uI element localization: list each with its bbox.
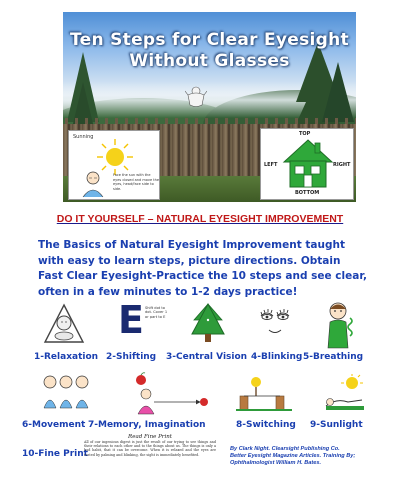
step-6-label: 6-Movement <box>22 420 86 430</box>
switching-icon <box>236 372 292 414</box>
credits-line1: By Clark Night. Clearsight Publishing Co. <box>230 446 340 452</box>
shifting-note: Shift dot to dot. Cover 1 or part to E <box>145 306 168 319</box>
credits <box>230 446 390 467</box>
cover-title-line2: Without Glasses <box>129 51 290 71</box>
house-label-top: TOP <box>299 131 311 137</box>
shifting-letter-e: E <box>118 298 144 342</box>
house-label-bottom: BOTTOM <box>295 190 320 196</box>
step-2-label: 2-Shifting <box>106 352 157 362</box>
credits-line2: Better Eyesight Magazine Articles. Training By; <box>230 453 356 459</box>
house-label-right: RIGHT <box>333 162 351 168</box>
movement-icon <box>38 372 92 412</box>
breathing-figure-icon <box>320 300 364 350</box>
step-1-label: 1-Relaxation <box>34 352 99 362</box>
memory-imagination-icon <box>124 372 214 416</box>
shifting-chart <box>118 300 168 350</box>
house-label-left: LEFT <box>264 162 278 168</box>
blinking-face-icon <box>257 306 293 338</box>
sunning-card-label: Sunning <box>73 134 94 140</box>
step-10-label: 10-Fine Print <box>22 449 88 459</box>
intro-paragraph: The Basics of Natural Eyesight Improvement taught with easy to learn steps, picture directions. Obtain Fast Clear Eyesight-Practice the 10 steps and see clear, often in a few minutes to 1-2 days practice! <box>38 239 367 298</box>
step-9-label: 9-Sunlight <box>310 420 363 430</box>
cover-title-line1: Ten Steps for Clear Eyesight <box>70 30 349 50</box>
sunlight-icon <box>322 374 368 414</box>
step-4-label: 4-Blinking <box>251 352 303 362</box>
step-8-label: 8-Switching <box>236 420 296 430</box>
pine-tree-icon <box>190 302 226 348</box>
relaxation-icon <box>42 302 86 348</box>
fine-print-text: All of our ingenious digest is just the result of our trying to see things and their relations to each other and to the things about us. The things is only a bad habit, that it can be overcome. When it is relaxed and the eyes are rested by palming and blinking, the sight is immediately benefited. <box>84 440 216 457</box>
step-3-label: 3-Central Vision <box>166 352 248 362</box>
step-7-label: 7-Memory, Imagination <box>88 420 206 430</box>
fine-print-title: Read Fine Print <box>128 434 172 440</box>
sunning-card-caption: Face the sun with the eyes closed and move the eyes, head/face side to side. <box>113 173 159 191</box>
angel-figure-icon <box>185 85 207 109</box>
fine-print-sample <box>84 434 216 484</box>
step-5-label: 5-Breathing <box>303 352 364 362</box>
sunning-card <box>68 130 160 200</box>
cover-title <box>63 30 356 72</box>
house-icon <box>281 137 335 189</box>
house-diagram-card <box>260 128 354 200</box>
headline: DO IT YOURSELF – NATURAL EYESIGHT IMPROVEMENT <box>56 213 344 225</box>
person-sunning-icon <box>75 169 111 199</box>
credits-line3: Ophthalmologist William H. Bates. <box>230 460 322 466</box>
